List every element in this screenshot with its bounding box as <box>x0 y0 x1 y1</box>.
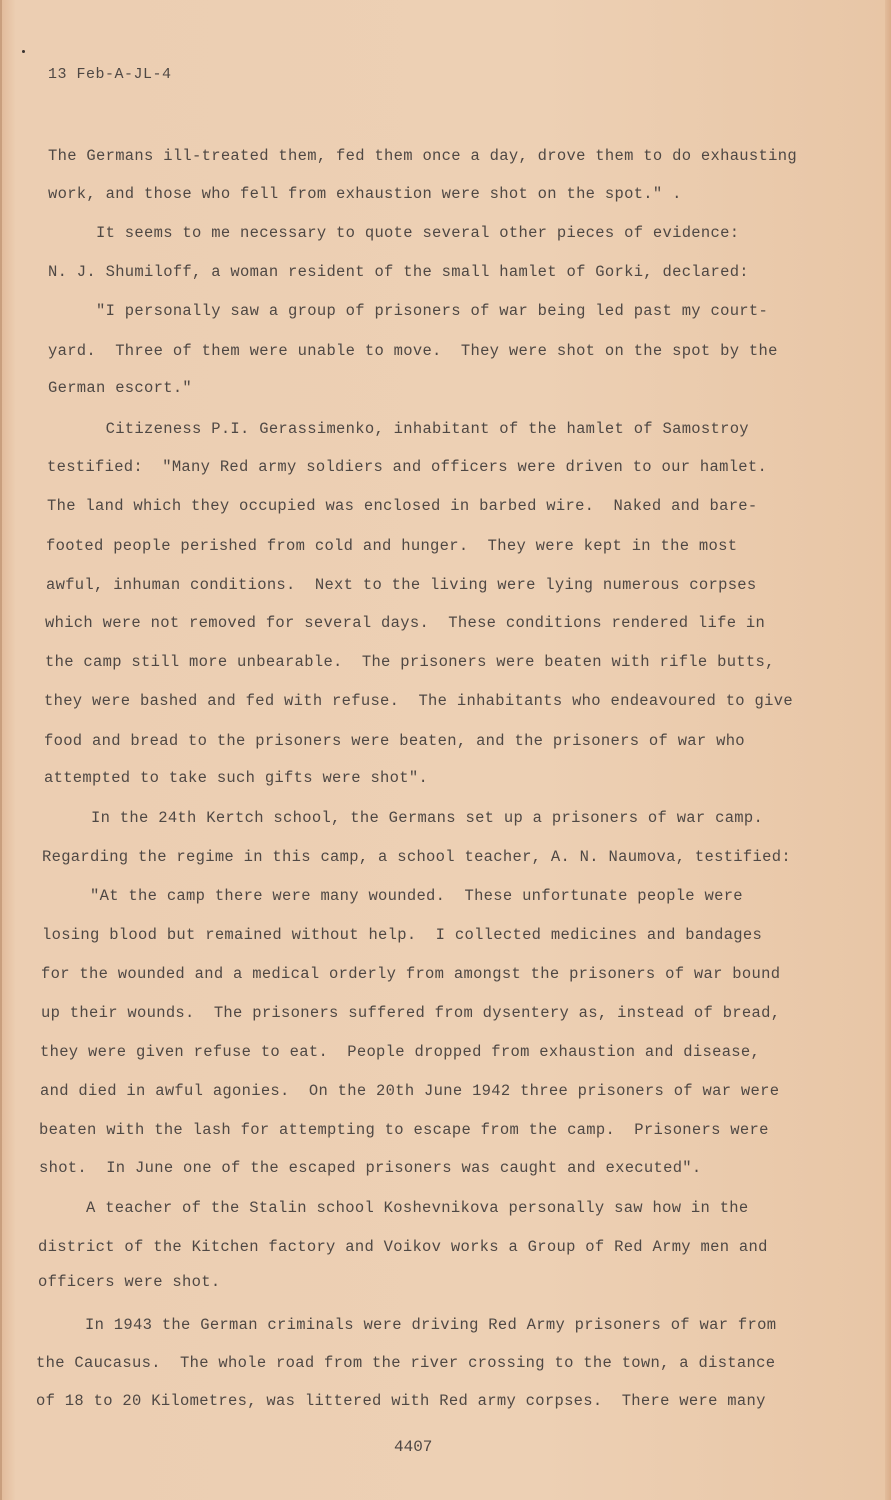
text-line: shot. In June one of the escaped prisoners was caught and executed". <box>39 1159 702 1177</box>
punch-mark <box>22 50 25 53</box>
text-line: It seems to me necessary to quote several other pieces of evidence: <box>48 224 740 242</box>
text-line: In 1943 the German criminals were driving Red Army prisoners of war from <box>37 1316 777 1334</box>
text-line: they were bashed and fed with refuse. The inhabitants who endeavoured to give <box>44 692 793 710</box>
text-line: Citizeness P.I. Gerassimenko, inhabitant of the hamlet of Samostroy <box>48 420 749 438</box>
document-reference: 13 Feb-A-JL-4 <box>48 66 172 83</box>
page-edge <box>885 0 891 1500</box>
text-line: of 18 to 20 Kilometres, was littered with Red army corpses. There were many <box>36 1392 766 1410</box>
text-line: "At the camp there were many wounded. These unfortunate people were <box>42 887 743 905</box>
text-line: losing blood but remained without help. I collected medicines and bandages <box>42 926 763 944</box>
text-line: In the 24th Kertch school, the Germans set up a prisoners of war camp. <box>43 809 764 827</box>
text-line: N. J. Shumiloff, a woman resident of the small hamlet of Gorki, declared: <box>48 263 749 281</box>
text-line: testified: "Many Red army soldiers and officers were driven to our hamlet. <box>47 458 768 476</box>
page-number: 4407 <box>394 1438 433 1456</box>
text-line: Regarding the regime in this camp, a school teacher, A. N. Naumova, testified: <box>42 848 791 866</box>
text-line: up their wounds. The prisoners suffered from dysentery as, instead of bread, <box>41 1004 781 1022</box>
text-line: work, and those who fell from exhaustion were shot on the spot." . <box>48 185 682 203</box>
text-line: The Germans ill-treated them, fed them once a day, drove them to do exhausting <box>48 147 797 165</box>
text-line: district of the Kitchen factory and Voikov works a Group of Red Army men and <box>38 1238 768 1256</box>
text-line: they were given refuse to eat. People dropped from exhaustion and disease, <box>40 1043 761 1061</box>
text-line: "I personally saw a group of prisoners of war being led past my court- <box>48 302 769 320</box>
text-line: beaten with the lash for attempting to escape from the camp. Prisoners were <box>39 1121 769 1139</box>
text-line: the camp still more unbearable. The prisoners were beaten with rifle butts, <box>45 653 775 671</box>
text-line: and died in awful agonies. On the 20th June 1942 three prisoners of war were <box>40 1082 780 1100</box>
text-line: awful, inhuman conditions. Next to the living were lying numerous corpses <box>46 576 757 594</box>
text-line: for the wounded and a medical orderly from amongst the prisoners of war bound <box>41 965 781 983</box>
text-line: officers were shot. <box>38 1273 221 1291</box>
text-line: The land which they occupied was enclosed in barbed wire. Naked and bare- <box>47 497 758 515</box>
text-line: which were not removed for several days. These conditions rendered life in <box>45 614 766 632</box>
text-line: attempted to take such gifts were shot". <box>44 769 429 787</box>
text-line: A teacher of the Stalin school Koshevnikova personally saw how in the <box>38 1199 749 1217</box>
text-line: footed people perished from cold and hunger. They were kept in the most <box>46 537 738 555</box>
text-line: German escort." <box>48 379 193 397</box>
text-line: food and bread to the prisoners were beaten, and the prisoners of war who <box>44 732 745 750</box>
text-line: the Caucasus. The whole road from the river crossing to the town, a distance <box>36 1354 776 1372</box>
text-line: yard. Three of them were unable to move. They were shot on the spot by the <box>48 342 778 360</box>
